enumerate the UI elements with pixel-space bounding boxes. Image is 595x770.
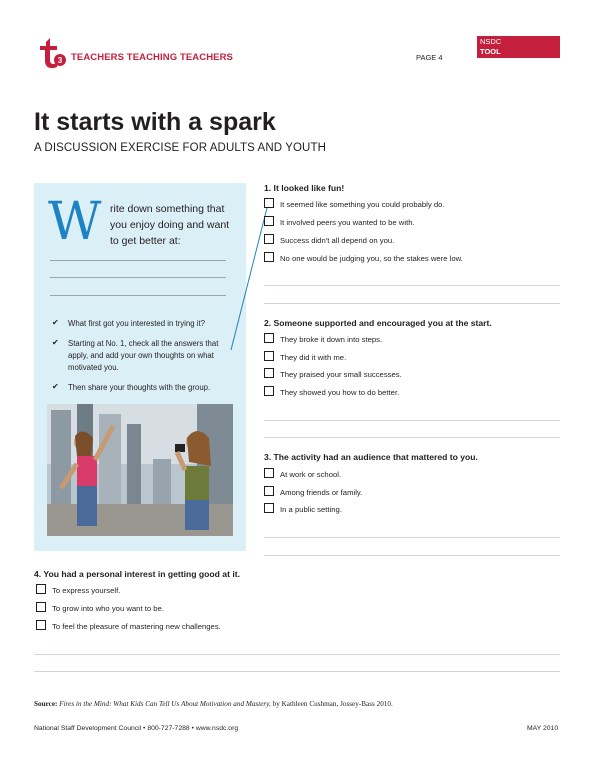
footer-contact: National Staff Development Council • 800-727-7288 • www.nsdc.org (34, 725, 239, 732)
section-heading: 4. You had a personal interest in getting good at it. (34, 569, 240, 579)
write-line[interactable] (264, 303, 560, 304)
checkbox[interactable] (264, 503, 274, 513)
checkbox[interactable] (264, 386, 274, 396)
tool-tag-org: NSDC (480, 37, 502, 46)
checkbox[interactable] (36, 584, 46, 594)
option-label: To express yourself. (52, 586, 121, 595)
section-heading: 2. Someone supported and encouraged you at the start. (264, 318, 492, 328)
option-label: They broke it down into steps. (280, 335, 383, 344)
checkmark-icon: ✔ (52, 338, 59, 347)
tool-tag (477, 36, 560, 58)
option-label: No one would be judging you, so the stakes were low. (280, 254, 463, 263)
write-line[interactable] (50, 277, 226, 278)
write-line[interactable] (50, 260, 226, 261)
page-title: It starts with a spark (34, 108, 276, 136)
write-line[interactable] (264, 555, 560, 556)
instruction-item: Starting at No. 1, check all the answers that apply, and add your own thoughts on what motivated you. (68, 339, 219, 372)
checkbox[interactable] (264, 234, 274, 244)
option-label: They praised your small successes. (280, 370, 402, 379)
page-number: PAGE 4 (416, 53, 443, 62)
option-label: It seemed like something you could probably do. (280, 200, 445, 209)
footer-date: MAY 2010 (527, 725, 559, 732)
checkbox[interactable] (264, 216, 274, 226)
option-label: It involved peers you wanted to be with. (280, 218, 415, 227)
write-line[interactable] (264, 537, 560, 538)
instruction-item: What first got you interested in trying it? (68, 319, 205, 328)
option-label: To feel the pleasure of mastering new challenges. (52, 622, 221, 631)
section-heading: 3. The activity had an audience that mattered to you. (264, 452, 478, 462)
checkbox[interactable] (36, 620, 46, 630)
write-line[interactable] (50, 295, 226, 296)
svg-text:3: 3 (57, 56, 63, 65)
source-citation (34, 700, 393, 708)
drop-cap: W (48, 192, 102, 252)
checkmark-icon: ✔ (52, 382, 59, 391)
checkbox[interactable] (264, 198, 274, 208)
logo-icon (36, 36, 68, 70)
source-book: Fires in the Mind: What Kids Can Tell Us About Motivation and Mastery, (59, 700, 271, 708)
checkbox[interactable] (264, 468, 274, 478)
checkbox[interactable] (36, 602, 46, 612)
tool-tag-label: TOOL (480, 47, 501, 56)
source-label: Source: (34, 700, 58, 708)
page-subtitle: A DISCUSSION EXERCISE FOR ADULTS AND YOUTH (34, 142, 326, 154)
checkbox[interactable] (264, 368, 274, 378)
brand-name: TEACHERS TEACHING TEACHERS (71, 52, 233, 63)
source-rest: by Kathleen Cushman, Jossey-Bass 2010. (270, 700, 393, 708)
write-line[interactable] (264, 285, 560, 286)
writing-prompt: rite down something that you enjoy doing and want to get better at: (110, 203, 230, 247)
write-line[interactable] (34, 671, 560, 672)
instruction-item: Then share your thoughts with the group. (68, 383, 211, 392)
checkbox[interactable] (264, 486, 274, 496)
write-line[interactable] (264, 437, 560, 438)
checkbox[interactable] (264, 252, 274, 262)
option-label: They showed you how to do better. (280, 388, 400, 397)
option-label: To grow into who you want to be. (52, 604, 164, 613)
checkmark-icon: ✔ (52, 318, 59, 327)
section-heading: 1. It looked like fun! (264, 183, 345, 193)
option-label: At work or school. (280, 470, 342, 479)
option-label: They did it with me. (280, 353, 347, 362)
option-label: In a public setting. (280, 505, 342, 514)
option-label: Among friends or family. (280, 488, 363, 497)
checkbox[interactable] (264, 333, 274, 343)
checkbox[interactable] (264, 351, 274, 361)
write-line[interactable] (264, 420, 560, 421)
option-label: Success didn't all depend on you. (280, 236, 395, 245)
write-line[interactable] (34, 654, 560, 655)
photo-two-girls (47, 404, 233, 536)
